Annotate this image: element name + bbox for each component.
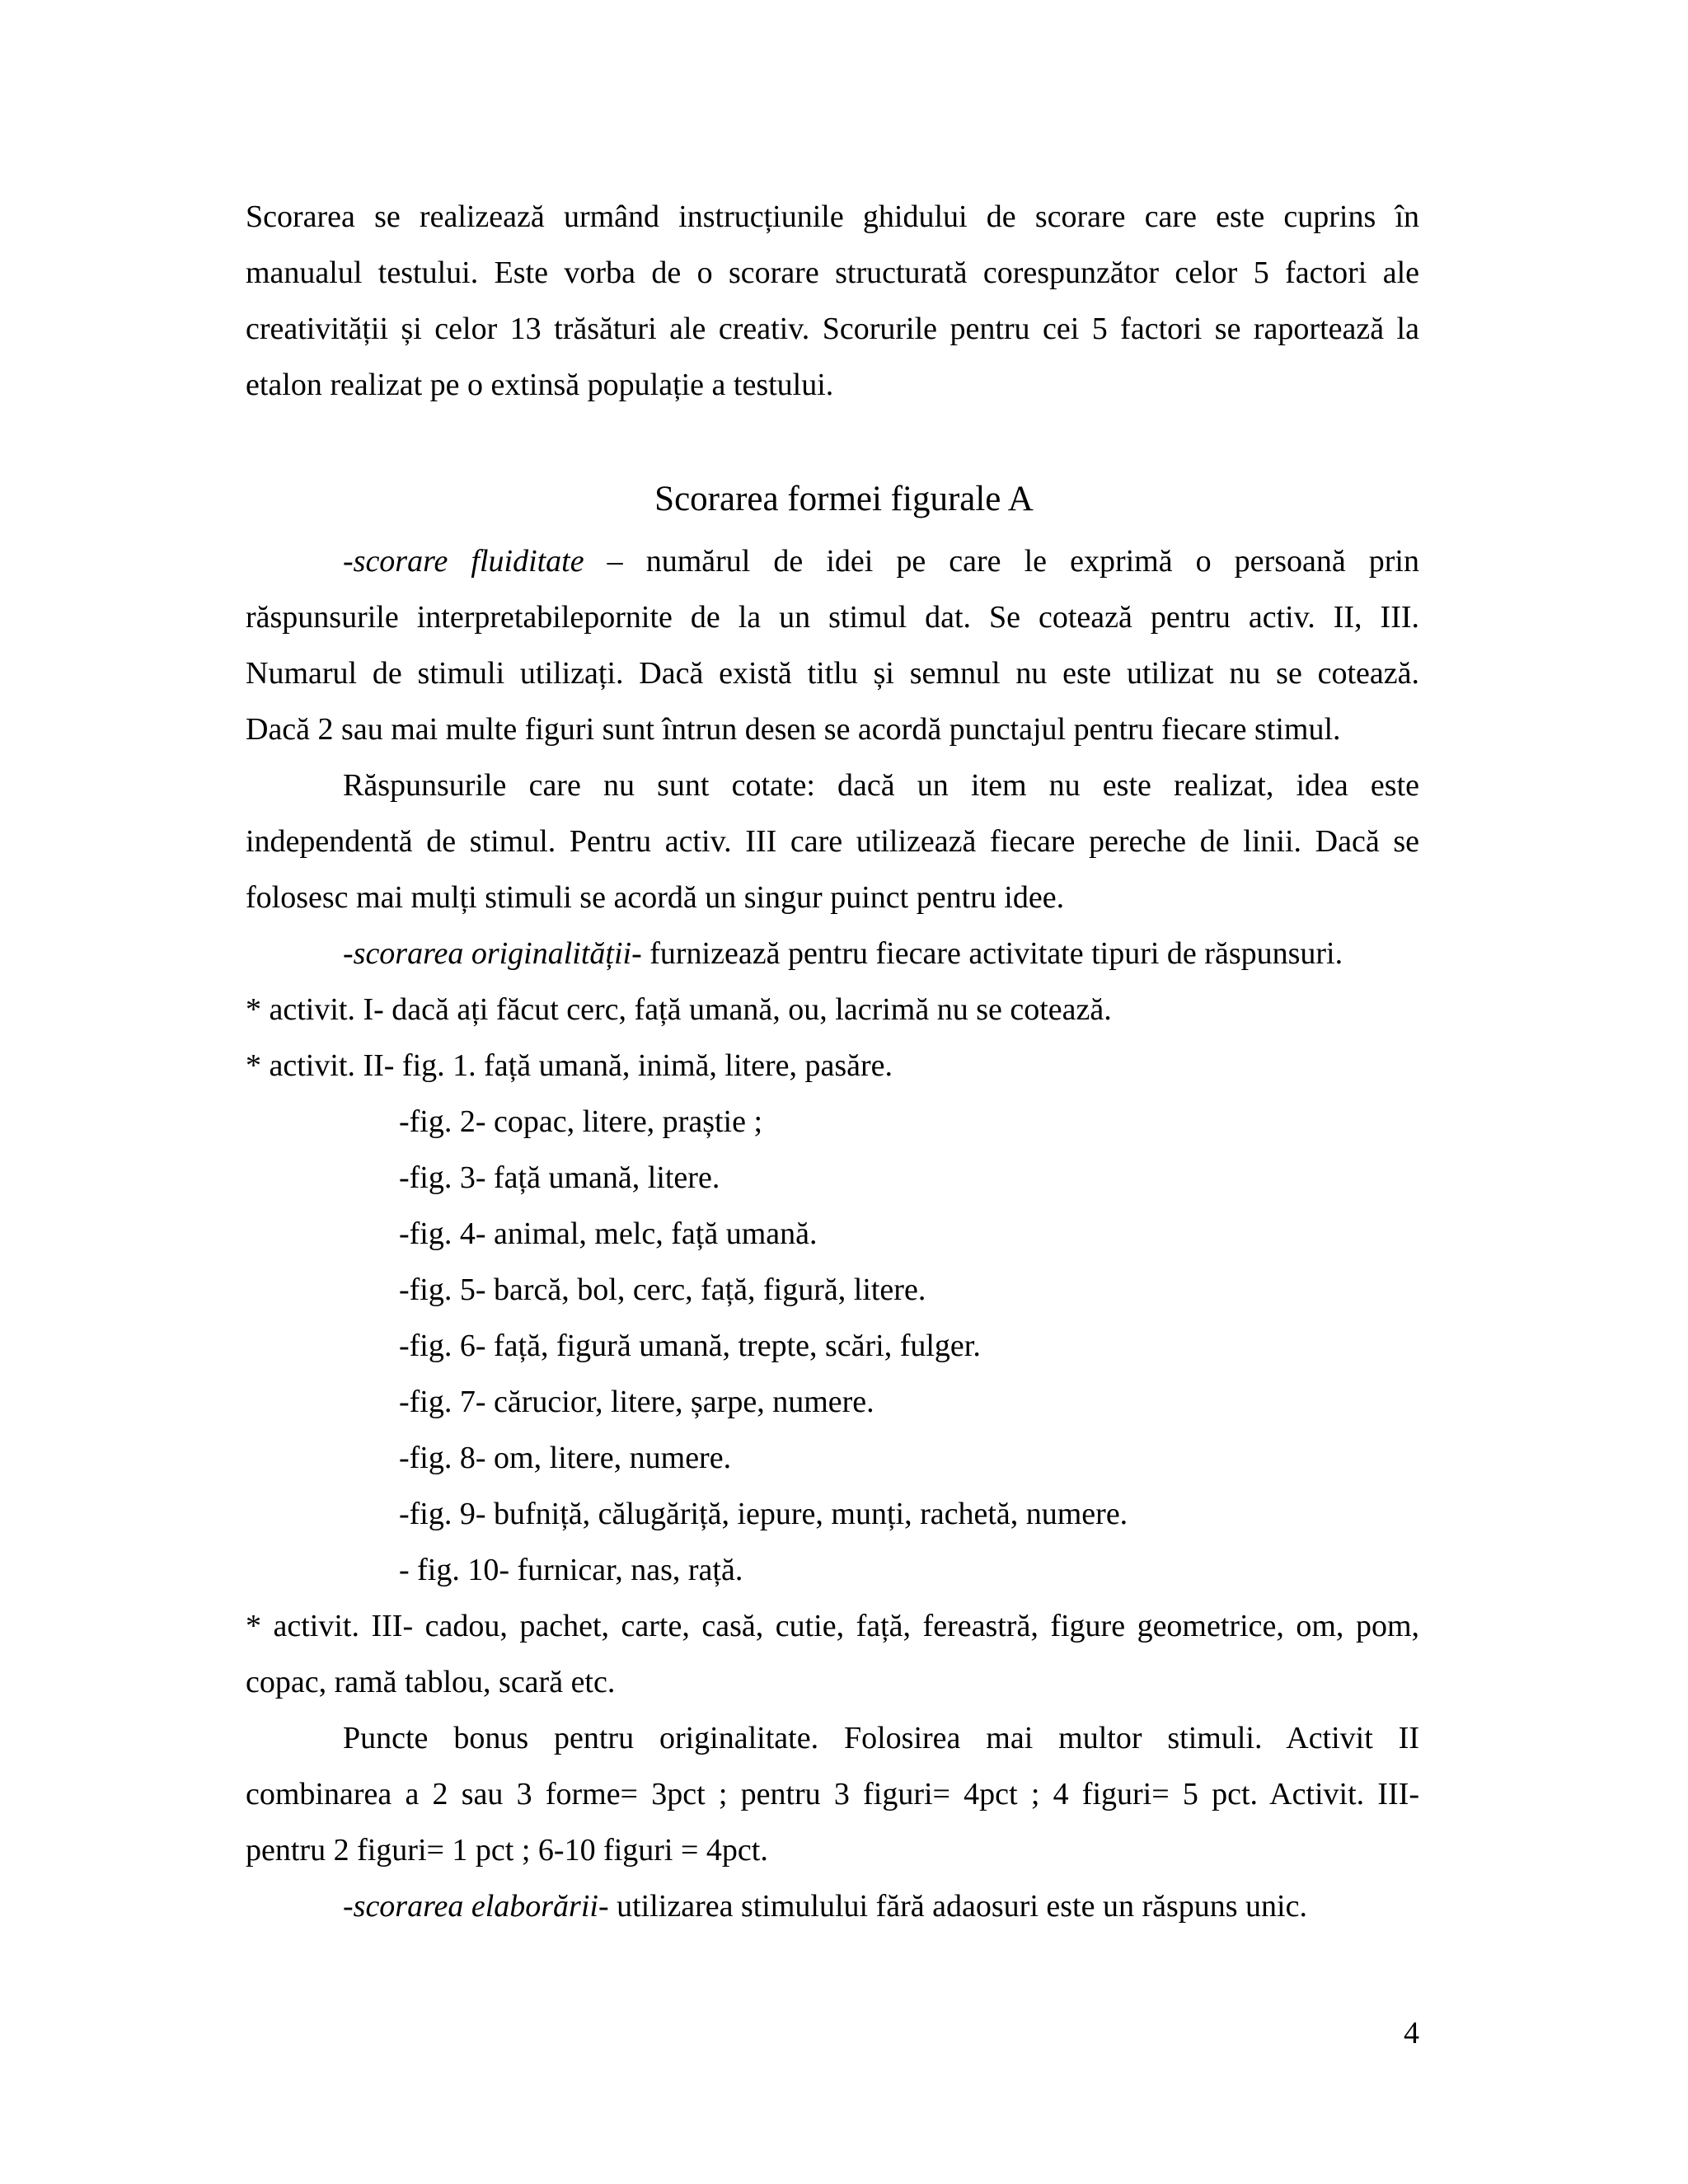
figure-list-item: -fig. 5- barcă, bol, cerc, față, figură, litere. bbox=[399, 1272, 926, 1307]
paragraph-line: Răspunsurile care nu sunt cotate: dacă un item nu este realizat, idea este bbox=[343, 768, 1419, 803]
elaborare-line bbox=[343, 1886, 1307, 1927]
fluiditate-term: -scorare fluiditate bbox=[343, 544, 584, 579]
paragraph-line: Dacă 2 sau mai multe figuri sunt întrun desen se acordă punctajul pentru fiecare stimul. bbox=[246, 712, 1341, 747]
paragraph-line: combinarea a 2 sau 3 forme= 3pct ; pentru 3 figuri= 4pct ; 4 figuri= 5 pct. Activit. III- bbox=[246, 1777, 1419, 1811]
page-number: 4 bbox=[1404, 2016, 1419, 2050]
figure-list-item: -fig. 7- cărucior, litere, șarpe, numere. bbox=[399, 1385, 874, 1419]
elaborare-term: -scorarea elaborării bbox=[343, 1889, 598, 1924]
paragraph-line: etalon realizat pe o extinsă populație a testului. bbox=[246, 368, 834, 402]
originalitate-term: -scorarea originalității bbox=[343, 936, 632, 971]
paragraph-line: Puncte bonus pentru originalitate. Folosirea mai multor stimuli. Activit II bbox=[343, 1721, 1419, 1755]
figure-list-item: - fig. 10- furnicar, nas, rață. bbox=[399, 1553, 743, 1587]
fluiditate-line bbox=[343, 541, 1419, 582]
figure-list-item: -fig. 8- om, litere, numere. bbox=[399, 1441, 732, 1475]
figure-list-item: -fig. 3- față umană, litere. bbox=[399, 1160, 720, 1195]
paragraph-line: manualul testului. Este vorba de o scorare structurată corespunzător celor 5 factori ale bbox=[246, 255, 1419, 290]
paragraph-line: răspunsurile interpretabilepornite de la un stimul dat. Se cotează pentru activ. II, III. bbox=[246, 600, 1419, 635]
activit3-line: * activit. III- cadou, pachet, carte, casă, cutie, față, fereastră, figure geometrice, om, pom, bbox=[246, 1609, 1419, 1643]
originalitate-definition: - furnizează pentru fiecare activitate tipuri de răspunsuri. bbox=[631, 936, 1343, 971]
paragraph-line: folosesc mai mulți stimuli se acordă un singur puinct pentru idee. bbox=[246, 880, 1065, 915]
section-title: Scorarea formei figurale A bbox=[654, 480, 1034, 518]
figure-list-item: -fig. 6- față, figură umană, trepte, scări, fulger. bbox=[399, 1329, 981, 1363]
paragraph-line: independentă de stimul. Pentru activ. III care utilizează fiecare pereche de linii. Dacă se bbox=[246, 824, 1419, 859]
figure-list-item: -fig. 9- bufniță, călugăriță, iepure, munți, rachetă, numere. bbox=[399, 1497, 1128, 1531]
paragraph-line: creativității și celor 13 trăsături ale creativ. Scorurile pentru cei 5 factori se raportează la bbox=[246, 312, 1419, 346]
activit3-line: copac, ramă tablou, scară etc. bbox=[246, 1665, 616, 1699]
figure-list-item: -fig. 4- animal, melc, față umană. bbox=[399, 1216, 818, 1251]
activit1-line: * activit. I- dacă ați făcut cerc, față umană, ou, lacrimă nu se cotează. bbox=[246, 992, 1112, 1027]
figure-list-item: -fig. 2- copac, litere, praștie ; bbox=[399, 1104, 763, 1139]
elaborare-definition: - utilizarea stimulului fără adaosuri este un răspuns unic. bbox=[598, 1889, 1307, 1924]
fluiditate-definition: – numărul de idei pe care le exprimă o persoană prin bbox=[584, 544, 1419, 579]
paragraph-line: pentru 2 figuri= 1 pct ; 6-10 figuri = 4pct. bbox=[246, 1833, 768, 1868]
paragraph-line: Scorarea se realizează urmând instrucțiunile ghidului de scorare care este cuprins în bbox=[246, 199, 1419, 234]
paragraph-line: Numarul de stimuli utilizați. Dacă există titlu și semnul nu este utilizat nu se cotează. bbox=[246, 656, 1419, 691]
originalitate-line bbox=[343, 933, 1343, 974]
activit2-line: * activit. II- fig. 1. față umană, inimă, litere, pasăre. bbox=[246, 1048, 893, 1083]
